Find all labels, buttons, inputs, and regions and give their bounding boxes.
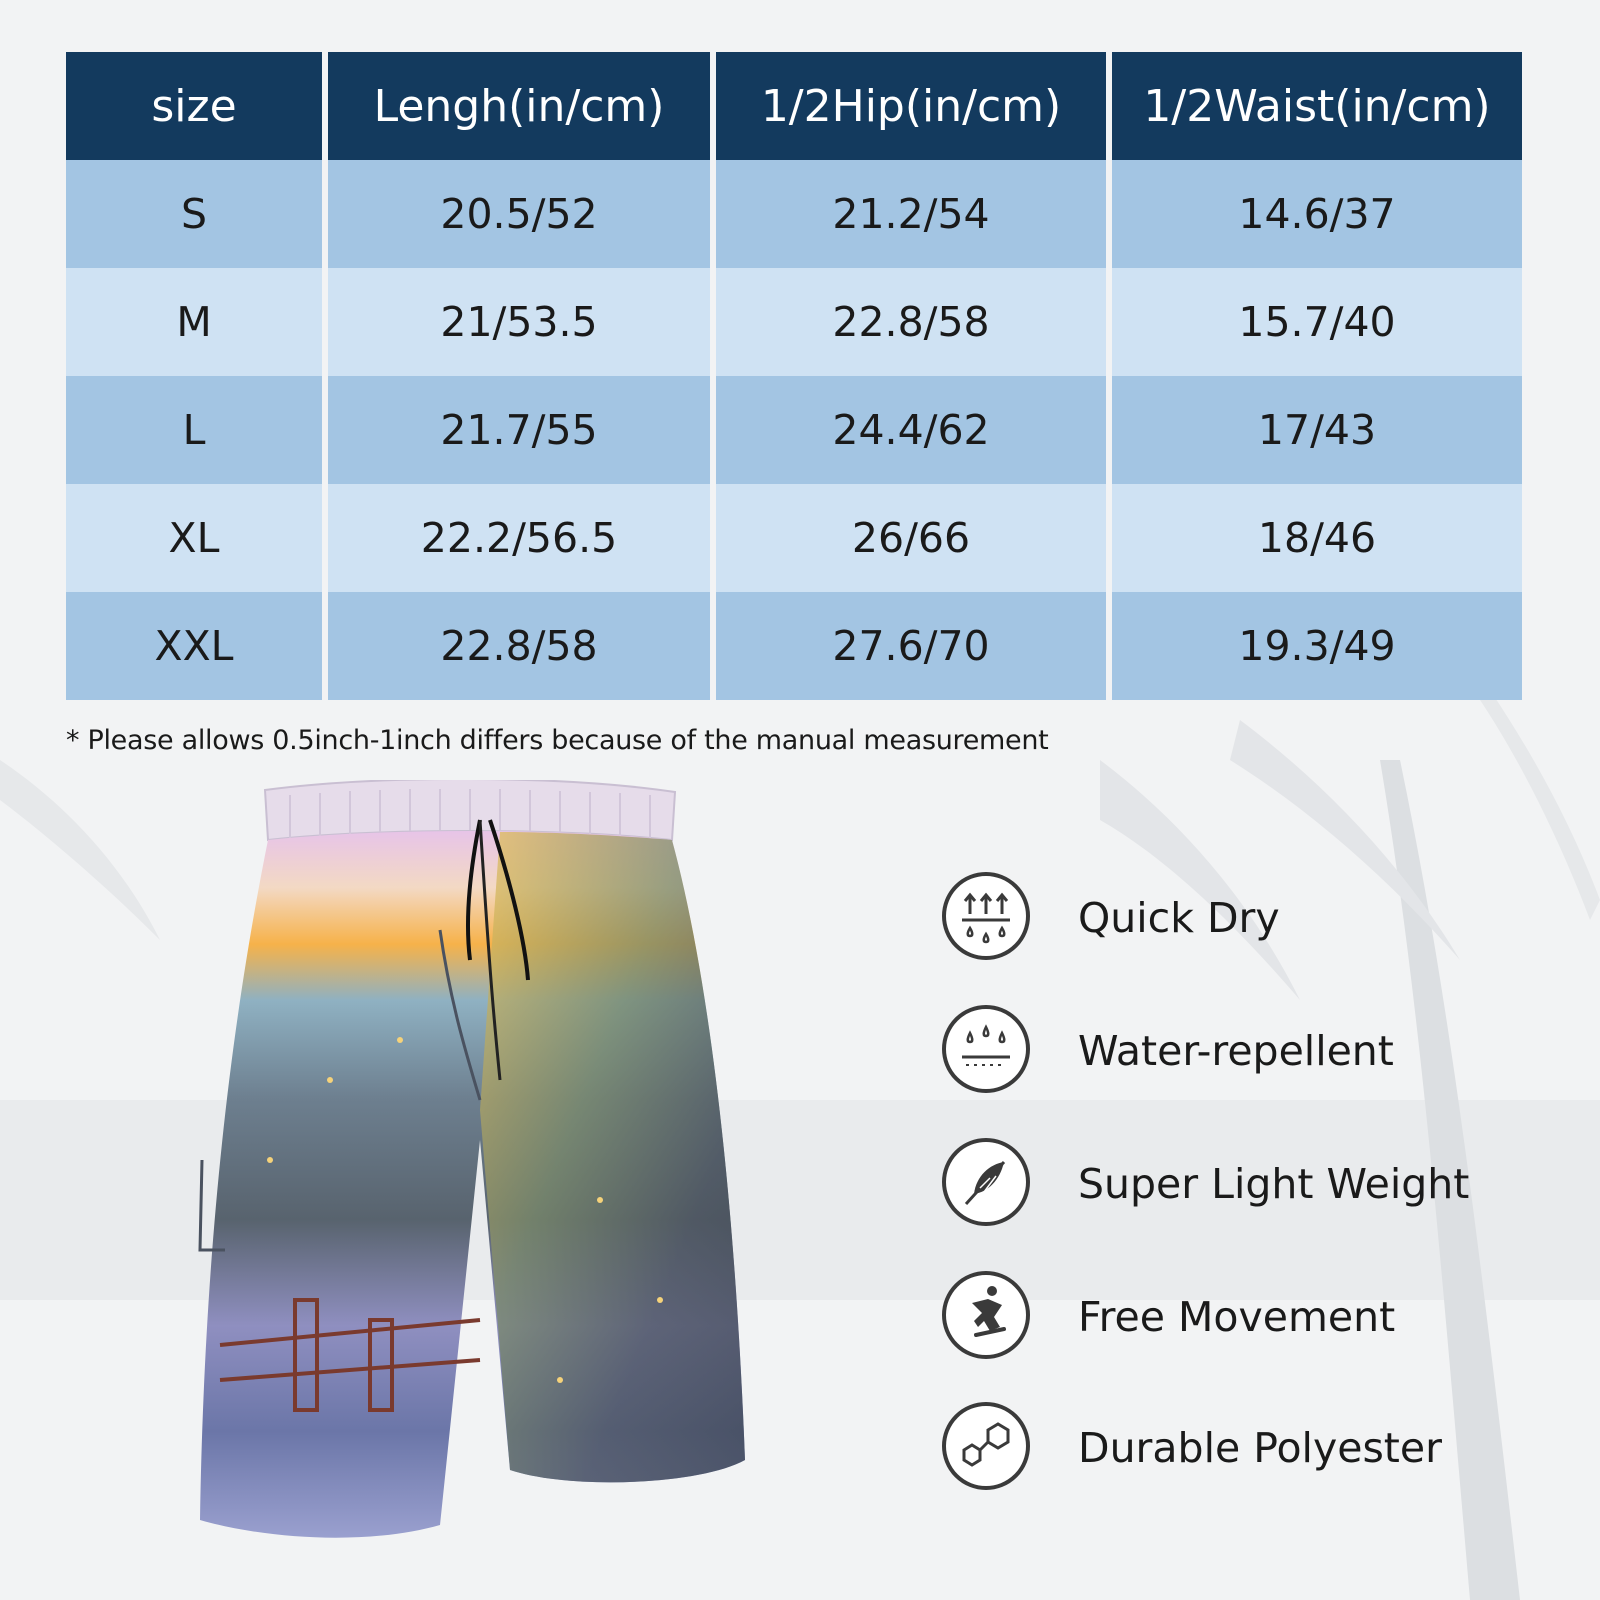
- feature-item: [940, 1003, 1560, 1099]
- table-row: [66, 484, 1522, 592]
- skateboarder-icon: [940, 1269, 1032, 1361]
- feature-label: Free Movement: [1078, 1293, 1396, 1341]
- cell-length: 20.5/52: [328, 160, 710, 268]
- cell-size: S: [66, 160, 322, 268]
- cell-half-waist: 15.7/40: [1112, 268, 1522, 376]
- table-header-row: [66, 52, 1522, 160]
- cell-half-waist: 14.6/37: [1112, 160, 1522, 268]
- cell-half-waist: 17/43: [1112, 376, 1522, 484]
- header-half-waist: 1/2Waist(in/cm): [1112, 52, 1522, 160]
- feature-item: [940, 1400, 1560, 1496]
- feature-label: Durable Polyester: [1078, 1424, 1442, 1472]
- cell-half-hip: 27.6/70: [716, 592, 1106, 700]
- board-shorts-image: [180, 780, 780, 1580]
- water-repellent-icon: [940, 1003, 1032, 1095]
- table-row: [66, 592, 1522, 700]
- feature-item: [940, 870, 1560, 966]
- cell-half-hip: 21.2/54: [716, 160, 1106, 268]
- header-size: size: [66, 52, 322, 160]
- table-row: [66, 268, 1522, 376]
- measurement-note: * Please allows 0.5inch-1inch differs because of the manual measurement: [66, 725, 1049, 756]
- feather-icon: [940, 1136, 1032, 1228]
- cell-size: M: [66, 268, 322, 376]
- feature-label: Water-repellent: [1078, 1027, 1394, 1075]
- cell-length: 21/53.5: [328, 268, 710, 376]
- feature-item: [940, 1136, 1560, 1232]
- hexagon-molecule-icon: [940, 1400, 1032, 1492]
- cell-length: 21.7/55: [328, 376, 710, 484]
- cell-half-hip: 22.8/58: [716, 268, 1106, 376]
- cell-half-waist: 18/46: [1112, 484, 1522, 592]
- feature-label: Quick Dry: [1078, 894, 1280, 942]
- cell-size: XXL: [66, 592, 322, 700]
- header-half-hip: 1/2Hip(in/cm): [716, 52, 1106, 160]
- table-row: [66, 160, 1522, 268]
- cell-size: XL: [66, 484, 322, 592]
- cell-half-hip: 24.4/62: [716, 376, 1106, 484]
- table-row: [66, 376, 1522, 484]
- cell-length: 22.2/56.5: [328, 484, 710, 592]
- cell-size: L: [66, 376, 322, 484]
- quick-dry-icon: [940, 870, 1032, 962]
- cell-length: 22.8/58: [328, 592, 710, 700]
- size-chart-table: [60, 52, 1528, 700]
- feature-item: [940, 1269, 1560, 1365]
- feature-label: Super Light Weight: [1078, 1160, 1470, 1208]
- header-length: Lengh(in/cm): [328, 52, 710, 160]
- cell-half-hip: 26/66: [716, 484, 1106, 592]
- cell-half-waist: 19.3/49: [1112, 592, 1522, 700]
